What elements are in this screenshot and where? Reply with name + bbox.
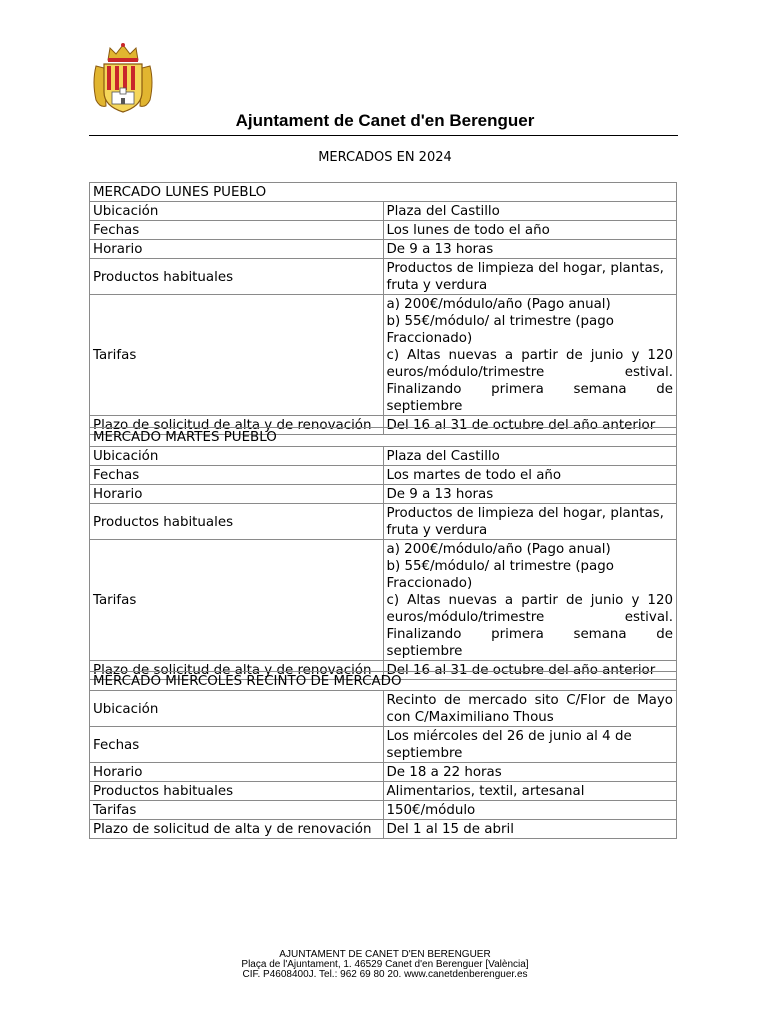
table-row bbox=[90, 202, 677, 221]
table-row bbox=[90, 782, 677, 801]
table-row bbox=[90, 221, 677, 240]
tarifa-line: b) 55€/módulo/ al trimestre (pago Fraccionado) bbox=[386, 314, 614, 346]
row-value: Los lunes de todo el año bbox=[383, 221, 677, 240]
row-value: Del 16 al 31 de octubre del año anterior bbox=[383, 416, 677, 435]
row-value: Plaza del Castillo bbox=[383, 447, 677, 466]
page-title: Ajuntament de Canet d'en Berenguer bbox=[235, 111, 535, 130]
row-value: Productos de limpieza del hogar, plantas, fruta y verdura bbox=[383, 504, 677, 540]
row-value: 150€/módulo bbox=[383, 801, 677, 820]
row-label: Plazo de solicitud de alta y de renovación bbox=[90, 820, 384, 839]
row-value: Productos de limpieza del hogar, plantas, fruta y verdura bbox=[383, 259, 677, 295]
row-value: Plaza del Castillo bbox=[383, 202, 677, 221]
market-table-miercoles bbox=[89, 671, 677, 839]
table-row bbox=[90, 727, 677, 763]
table-row bbox=[90, 466, 677, 485]
row-value: Recinto de mercado sito C/Flor de Mayo con C/Maximiliano Thous bbox=[383, 691, 677, 727]
table-row bbox=[90, 240, 677, 259]
row-label: Tarifas bbox=[90, 540, 384, 661]
market-table-lunes bbox=[89, 182, 677, 435]
tarifa-line: a) 200€/módulo/año (Pago anual) bbox=[386, 542, 611, 557]
page-footer bbox=[0, 950, 770, 980]
market-heading: MERCADO MARTES PUEBLO bbox=[90, 428, 677, 447]
table-heading-row bbox=[90, 672, 677, 691]
table-row-tarifas bbox=[90, 295, 677, 416]
table-heading-row bbox=[90, 183, 677, 202]
row-label: Fechas bbox=[90, 466, 384, 485]
table-row bbox=[90, 447, 677, 466]
row-label: Horario bbox=[90, 485, 384, 504]
row-label: Tarifas bbox=[90, 801, 384, 820]
title-divider bbox=[89, 135, 678, 136]
row-label: Productos habituales bbox=[90, 782, 384, 801]
table-row bbox=[90, 485, 677, 504]
tarifas-value bbox=[383, 540, 677, 661]
tarifa-line: b) 55€/módulo/ al trimestre (pago Fraccionado) bbox=[386, 559, 614, 591]
row-label: Fechas bbox=[90, 727, 384, 763]
table-row bbox=[90, 801, 677, 820]
market-table-martes bbox=[89, 427, 677, 680]
table-row bbox=[90, 763, 677, 782]
municipal-crest-logo bbox=[90, 42, 156, 116]
footer-line-address: Plaça de l'Ajuntament, 1. 46529 Canet d'en Berenguer [València] bbox=[241, 959, 529, 970]
row-label: Productos habituales bbox=[90, 259, 384, 295]
row-value: De 9 a 13 horas bbox=[383, 240, 677, 259]
tarifa-line: c) Altas nuevas a partir de junio y 120 euros/módulo/trimestre estival. Finalizando primera semana de septiembre bbox=[386, 348, 673, 414]
row-label: Fechas bbox=[90, 221, 384, 240]
row-label: Productos habituales bbox=[90, 504, 384, 540]
row-value: Del 16 al 31 de octubre del año anterior bbox=[383, 661, 677, 680]
row-label: Ubicación bbox=[90, 691, 384, 727]
tarifa-line: a) 200€/módulo/año (Pago anual) bbox=[386, 297, 611, 312]
row-value: De 18 a 22 horas bbox=[383, 763, 677, 782]
row-label: Plazo de solicitud de alta y de renovación bbox=[90, 661, 384, 680]
table-row-tarifas bbox=[90, 540, 677, 661]
market-heading: MERCADO LUNES PUEBLO bbox=[90, 183, 677, 202]
row-label: Ubicación bbox=[90, 447, 384, 466]
footer-line-org: AJUNTAMENT DE CANET D'EN BERENGUER bbox=[279, 949, 491, 960]
market-heading: MERCADO MIÉRCOLES RECINTO DE MERCADO bbox=[90, 672, 677, 691]
row-value: Del 1 al 15 de abril bbox=[383, 820, 677, 839]
footer-line-contact: CIF. P4608400J. Tel.: 962 69 80 20. www.canetdenberenguer.es bbox=[242, 969, 528, 980]
table-row bbox=[90, 504, 677, 540]
table-row bbox=[90, 691, 677, 727]
row-label: Horario bbox=[90, 763, 384, 782]
table-row-plazo bbox=[90, 820, 677, 839]
row-label: Plazo de solicitud de alta y de renovación bbox=[90, 416, 384, 435]
row-label: Tarifas bbox=[90, 295, 384, 416]
tarifa-line: c) Altas nuevas a partir de junio y 120 euros/módulo/trimestre estival. Finalizando primera semana de septiembre bbox=[386, 593, 673, 659]
row-value: Los miércoles del 26 de junio al 4 de septiembre bbox=[383, 727, 677, 763]
tarifas-value bbox=[383, 295, 677, 416]
table-heading-row bbox=[90, 428, 677, 447]
row-value: Alimentarios, textil, artesanal bbox=[383, 782, 677, 801]
table-row bbox=[90, 259, 677, 295]
page-subtitle: MERCADOS EN 2024 bbox=[318, 150, 452, 165]
row-label: Horario bbox=[90, 240, 384, 259]
row-label: Ubicación bbox=[90, 202, 384, 221]
row-value: De 9 a 13 horas bbox=[383, 485, 677, 504]
row-value: Los martes de todo el año bbox=[383, 466, 677, 485]
